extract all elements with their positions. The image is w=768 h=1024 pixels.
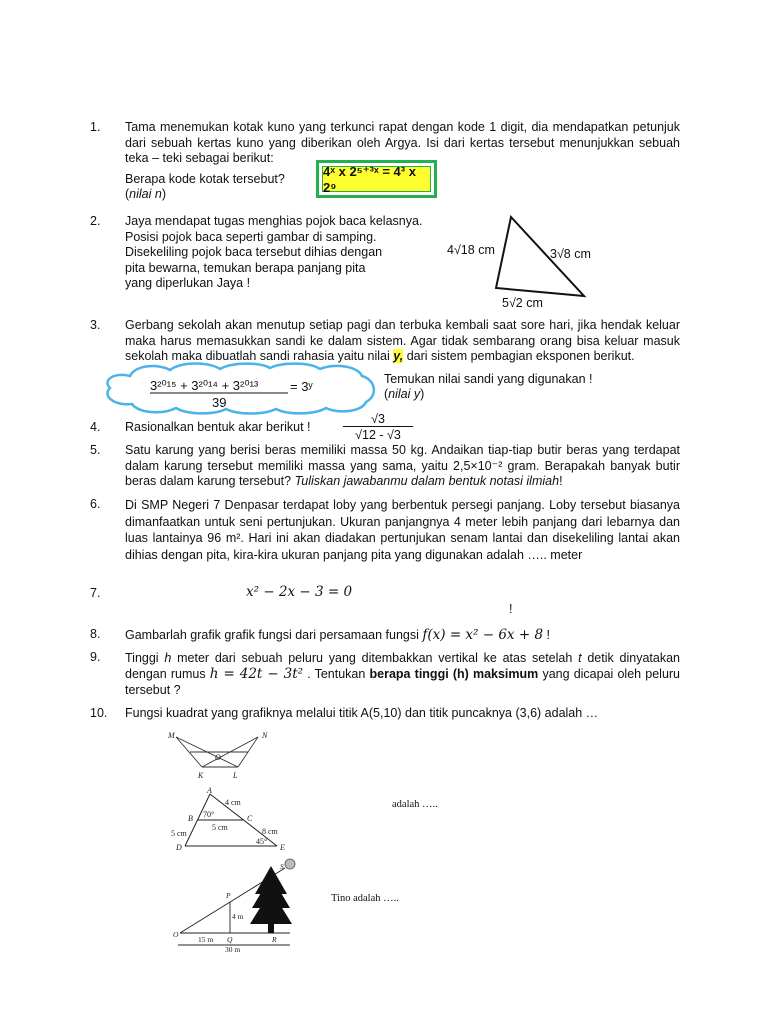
q8-equation: f(x) = x² − 6x + 8 <box>422 627 544 643</box>
q3-numerator: 3²⁰¹⁵ + 3²⁰¹⁴ + 3²⁰¹³ <box>150 378 259 393</box>
fig2-ce: 8 cm <box>262 827 278 836</box>
fig3-label-o: O <box>173 930 179 939</box>
q3-note-text: nilai y <box>388 387 421 401</box>
fig1-label-n: N <box>262 731 268 740</box>
fig1-label-l: L <box>233 771 238 780</box>
tree-icon <box>250 866 292 933</box>
q1-question: Berapa kode kotak tersebut? <box>125 172 285 186</box>
fig3-label-s: S <box>280 862 284 871</box>
fig2-label-d: D <box>176 843 182 852</box>
q4-denominator: √12 - √3 <box>355 428 401 442</box>
q5-text-main: Satu karung yang berisi beras memiliki massa 50 kg. Andaikan tiap-tiap butir beras yang terdapat dalam karung tersebut memiliki massa yang sama, yaitu 2,5×10⁻² gram. Berapakah banyak butir beras dalam karung tersebut? <box>125 443 680 488</box>
q2-triangle-figure <box>440 210 620 310</box>
q8-end: ! <box>546 628 551 642</box>
q6-text: Di SMP Negeri 7 Denpasar terdapat loby yang berbentuk persegi panjang. Loby tersebut biasanya dimanfaatkan untuk seni pertunjukan. Ukuran panjangnya 4 meter lebih panjang dari lebarnya dan luas lantainya 96 m². Hari ini akan diadakan pertunjukan senam lantai dan disekeliling lantai akan dihias dengan pita, kira-kira ukuran panjang pita yang digunakan adalah ….. meter <box>125 498 680 562</box>
q5-text-italic: Tuliskan jawabanmu dalam bentuk notasi ilmiah <box>294 474 560 488</box>
q1-number: 1. <box>90 120 101 134</box>
fig2-caption: adalah ….. <box>392 799 438 810</box>
q2-side-right: 3√8 cm <box>550 247 591 261</box>
q9-text <box>125 650 680 698</box>
q10-text: Fungsi kuadrat yang grafiknya melalui titik A(5,10) dan titik puncaknya (3,6) adalah … <box>125 706 599 720</box>
q2-number: 2. <box>90 214 101 228</box>
q4-numerator: √3 <box>343 412 413 427</box>
q3-text-b: dari sistem pembagian eksponen berikut. <box>406 349 635 363</box>
q4-fraction <box>343 412 413 443</box>
q1-equation-frame <box>316 160 437 198</box>
q7-equation: x² − 2x − 3 = 0 <box>246 584 353 600</box>
q9-text-d: . Tentukan <box>307 667 366 681</box>
q3-text <box>125 318 680 365</box>
q5-text-end: ! <box>559 474 563 488</box>
fig1-diagram <box>160 728 280 786</box>
q5-text <box>125 443 680 490</box>
fig2-label-c: C <box>247 814 253 823</box>
fig1-label-m: M <box>168 731 175 740</box>
q3-note: (nilai y) <box>384 387 425 401</box>
q2-line: pita bewarna, temukan berapa panjang pita <box>125 260 366 275</box>
q3-number: 3. <box>90 318 101 332</box>
q2-line: Jaya mendapat tugas menghias pojok baca kelasnya. <box>125 214 423 228</box>
q6-number: 6. <box>90 497 101 511</box>
q3-text-a: Gerbang sekolah akan menutup setiap pagi dan terbuka kembali saat sore hari, jika hendak keluar maka harus memasukkan sandi ke dalam sistem. Agar tidak sembarang orang bisa keluar masuk sekolah maka dibuatlah sandi rahasia yaitu nilai <box>125 318 680 363</box>
q9-number: 9. <box>90 650 101 664</box>
q1-note: (nilai n) <box>125 187 167 201</box>
q9-text-e: yang dicapai oleh peluru tersebut ? <box>125 667 681 697</box>
q2-side-left: 4√18 cm <box>447 243 495 257</box>
fig1-label-k: K <box>198 771 204 780</box>
fig2-angle-e: 45° <box>256 837 268 846</box>
q8-text <box>125 627 550 643</box>
fig1-label-o: O <box>215 753 221 762</box>
q9-bold: berapa tinggi (h) maksimum <box>369 667 539 681</box>
q9-text-a: Tinggi <box>125 651 159 665</box>
q10-number: 10. <box>90 706 108 720</box>
fig2-label-a: A <box>207 786 212 795</box>
q5-number: 5. <box>90 443 101 457</box>
q3-denominator: 39 <box>212 395 227 410</box>
q3-rhs: = 3ʸ <box>290 379 313 394</box>
fig2-bd: 5 cm <box>171 829 187 838</box>
fig3-label-p: P <box>226 891 231 900</box>
q8-number: 8. <box>90 627 101 641</box>
q8-text-main: Gambarlah grafik grafik fungsi dari persamaan fungsi <box>125 628 419 642</box>
q2-line: Disekeliling pojok baca tersebut dihias dengan <box>125 245 383 259</box>
q9-var-t: t <box>578 651 582 665</box>
fig3-or: 30 m <box>225 945 241 954</box>
q3-var: y, <box>393 349 404 363</box>
q1-text: Tama menemukan kotak kuno yang terkunci rapat dengan kode 1 digit, dia mendapatkan petunjuk dari sebuah kertas kuno yang diberikan oleh Argya. Isi dari kertas tersebut menunjukkan sebuah teka – teki sebagai berikut: <box>125 120 680 165</box>
fig2-angle-b: 70° <box>203 810 215 819</box>
q2-side-bottom: 5√2 cm <box>502 296 543 310</box>
fig2-ab: 4 cm <box>225 798 241 807</box>
fig3-label-r: R <box>272 935 277 944</box>
q1-equation <box>322 163 431 195</box>
q9-equation: h = 42t − 3t² <box>209 666 304 682</box>
q4-text: Rasionalkan bentuk akar berikut ! <box>125 420 311 434</box>
q7-mark: ! <box>509 602 513 616</box>
q3-find: Temukan nilai sandi yang digunakan ! <box>384 372 593 386</box>
fig3-diagram <box>170 856 310 956</box>
fig2-label-b: B <box>188 814 193 823</box>
q9-text-c: detik dinyatakan dengan rumus <box>125 651 680 681</box>
sun-icon <box>285 859 295 869</box>
fig3-label-q: Q <box>227 935 233 944</box>
fig3-caption: Tino adalah ….. <box>331 893 399 904</box>
q4-number: 4. <box>90 420 101 434</box>
fig2-label-e: E <box>280 843 285 852</box>
fig3-pq: 4 m <box>232 912 244 921</box>
q7-number: 7. <box>90 586 101 600</box>
q2-line: yang diperlukan Jaya ! <box>125 276 251 290</box>
fig2-diagram <box>165 786 305 858</box>
q1-equation-text: 4ˣ x 2⁵⁺³ˣ = 4³ x 2⁹ <box>323 163 416 195</box>
fig3-oq: 15 m <box>198 935 214 944</box>
q2-text <box>125 214 445 292</box>
q9-var-h: h <box>164 651 172 665</box>
q2-line: Posisi pojok baca seperti gambar di samping. <box>125 229 377 244</box>
q1-note-text: nilai n <box>129 187 162 201</box>
q9-text-b: meter dari sebuah peluru yang ditembakkan vertikal ke atas setelah <box>177 651 573 665</box>
fig2-bc: 5 cm <box>212 823 228 832</box>
